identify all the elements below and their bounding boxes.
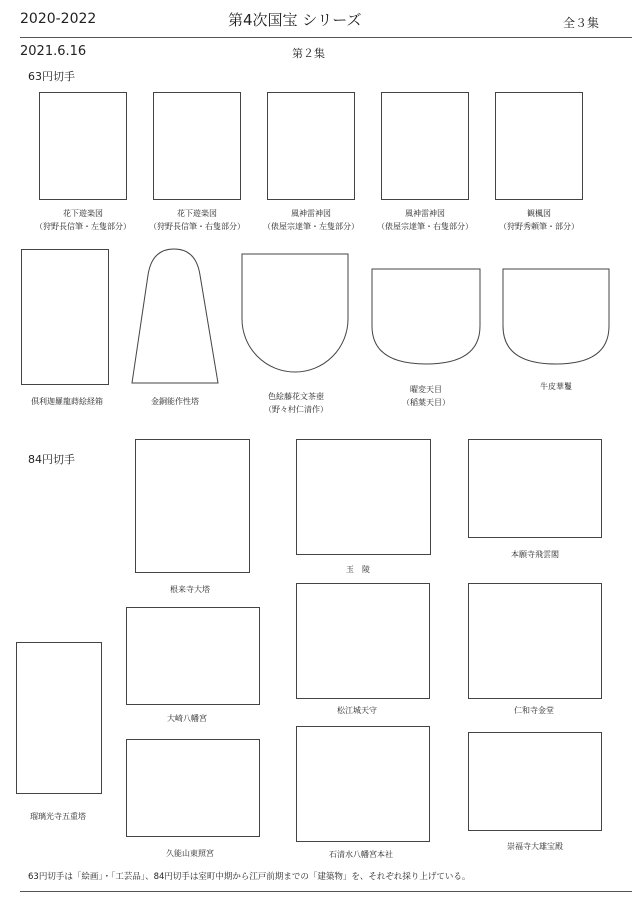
stamp-frame-arched bbox=[128, 247, 220, 385]
stamp-frame bbox=[296, 439, 431, 555]
stamp-frame bbox=[296, 583, 430, 699]
stamp-frame bbox=[267, 92, 355, 200]
stamp-frame bbox=[16, 642, 102, 794]
stamp-frame bbox=[126, 739, 260, 837]
caption-subtitle: （野々村仁清作） bbox=[264, 405, 328, 414]
stamp-frame bbox=[21, 249, 109, 385]
stamp-frame bbox=[153, 92, 241, 200]
caption-subtitle: （稲葉天目） bbox=[402, 398, 450, 407]
caption-title: 花下遊楽図 bbox=[63, 209, 103, 218]
caption-subtitle: （狩野長信筆・右隻部分） bbox=[149, 222, 245, 231]
stamp-caption bbox=[151, 395, 199, 408]
stamp-caption bbox=[31, 395, 103, 408]
stamp-caption bbox=[540, 380, 572, 393]
stamp-caption bbox=[377, 207, 473, 233]
stamp-caption bbox=[402, 383, 450, 409]
stamp-caption: 仁和寺金堂 bbox=[514, 706, 554, 715]
stamp-frame bbox=[135, 439, 250, 573]
stamp-frame bbox=[468, 583, 602, 699]
stamp-caption: 大崎八幡宮 bbox=[167, 714, 207, 723]
stamp-caption: 玉 陵 bbox=[346, 565, 370, 574]
section-63yen-label: 63円切手 bbox=[28, 70, 75, 83]
caption-subtitle: （俵屋宗達筆・左隻部分） bbox=[263, 222, 359, 231]
stamp-frame bbox=[468, 732, 602, 831]
stamp-caption: 根来寺大塔 bbox=[170, 585, 210, 594]
caption-title: 風神雷神図 bbox=[405, 209, 445, 218]
stamp-caption: 崇福寺大雄宝殿 bbox=[507, 842, 563, 851]
caption-title: 風神雷神図 bbox=[291, 209, 331, 218]
stamp-caption: 石清水八幡宮本社 bbox=[329, 850, 393, 859]
caption-title: 花下遊楽図 bbox=[177, 209, 217, 218]
stamp-caption bbox=[263, 207, 359, 233]
caption-subtitle: （俵屋宗達筆・右隻部分） bbox=[377, 222, 473, 231]
issue-date: 2021.6.16 bbox=[20, 44, 87, 59]
stamp-caption bbox=[35, 207, 131, 233]
caption-title: 観楓図 bbox=[527, 209, 551, 218]
section-84yen-label: 84円切手 bbox=[28, 453, 75, 466]
header-divider bbox=[20, 37, 632, 38]
stamp-frame bbox=[39, 92, 127, 200]
page-title: 第4次国宝 シリーズ bbox=[228, 11, 362, 29]
stamp-frame bbox=[126, 607, 260, 705]
stamp-frame-bowl bbox=[502, 268, 610, 368]
stamp-caption: 瑠璃光寺五重塔 bbox=[30, 812, 86, 821]
caption-title: 曜変天目 bbox=[410, 385, 442, 394]
stamp-frame bbox=[468, 439, 602, 538]
stamp-caption bbox=[499, 207, 579, 233]
caption-title: 色絵藤花文茶壺 bbox=[268, 392, 324, 401]
caption-title: 牛皮華鬘 bbox=[540, 382, 572, 391]
stamp-caption: 松江城天守 bbox=[337, 706, 377, 715]
issue-volume: 第２集 bbox=[292, 47, 325, 60]
volume-total: 全３集 bbox=[563, 16, 600, 30]
stamp-frame bbox=[495, 92, 583, 200]
stamp-caption: 久能山東照宮 bbox=[166, 849, 214, 858]
caption-title: 倶利迦羅龍蒔絵経箱 bbox=[31, 397, 103, 406]
stamp-caption: 本願寺飛雲閣 bbox=[511, 550, 559, 559]
stamp-caption bbox=[149, 207, 245, 233]
stamp-frame-bowl bbox=[371, 268, 481, 368]
series-years: 2020-2022 bbox=[20, 11, 97, 27]
stamp-frame bbox=[296, 726, 430, 842]
caption-subtitle: （狩野秀頼筆・部分） bbox=[499, 222, 579, 231]
footer-divider bbox=[20, 891, 632, 892]
stamp-frame-jar bbox=[241, 253, 349, 373]
caption-title: 金銅能作性塔 bbox=[151, 397, 199, 406]
stamp-caption bbox=[264, 390, 328, 416]
footer-note: 63円切手は「絵画」・「工芸品」、84円切手は室町中期から江戸前期までの「建築物」を、それぞれ採り上げている。 bbox=[28, 872, 471, 882]
caption-subtitle: （狩野長信筆・左隻部分） bbox=[35, 222, 131, 231]
stamp-frame bbox=[381, 92, 469, 200]
